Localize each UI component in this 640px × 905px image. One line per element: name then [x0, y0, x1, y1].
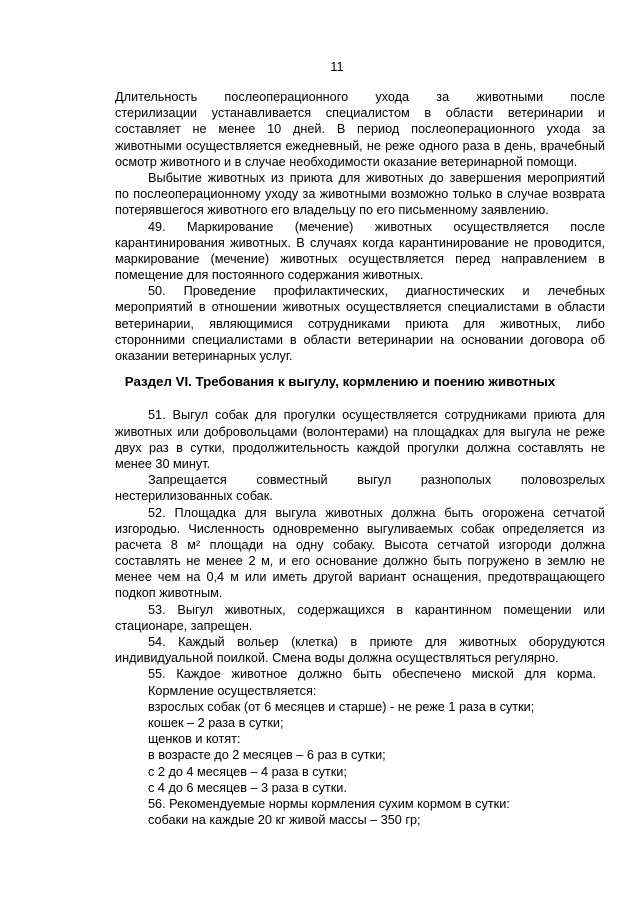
- text-line: менее 30 минут.: [115, 456, 211, 471]
- text-line: 54. Каждый вольер (клетка) в приюте для животных оборудуются: [148, 635, 605, 649]
- text-line: мероприятий в отношении животных осуществляется специалистами в области: [115, 300, 605, 315]
- feeding-list-item: с 2 до 4 месяцев – 4 раза в сутки;: [148, 764, 347, 779]
- text-line: ветеринарии, являющимися сотрудниками приюта для животных, либо: [115, 316, 605, 331]
- paragraph-withdrawal: [115, 170, 605, 219]
- feeding-list-item: в возрасте до 2 месяцев – 6 раз в сутки;: [148, 748, 386, 763]
- text-line: 53. Выгул животных, содержащихся в карантинном помещении или: [148, 602, 605, 617]
- feeding-list-item: кошек – 2 раза в сутки;: [148, 715, 284, 730]
- feeding-list-item: с 4 до 6 месяцев – 3 раза в сутки.: [148, 780, 347, 795]
- text-line: расчета 8 м² площади на одну собаку. Высота сетчатой изгороди должна: [115, 537, 605, 552]
- text-line: нестерилизованных собак.: [115, 489, 273, 504]
- text-line: помещение для постоянного содержания животных.: [115, 268, 424, 283]
- text-line: потерявшегося животного его владельцу по его письменному заявлению.: [115, 203, 549, 218]
- text-line: стерилизации устанавливается специалистом в области ветеринарии и: [115, 106, 605, 121]
- text-line: двух раз в сутки, продолжительность каждой прогулки должна составлять не: [115, 440, 605, 455]
- text-line: стационаре, запрещен.: [115, 618, 253, 633]
- feeding-list-item: взрослых собак (от 6 месяцев и старше) - не реже 1 раза в сутки;: [148, 699, 535, 714]
- text-line: сторонними специалистами в области ветеринарии на основании договора об: [115, 332, 605, 347]
- paragraph-56: [115, 796, 605, 828]
- text-line: маркирование (мечение) животных осуществляется перед направлением в: [115, 251, 605, 266]
- text-line: по послеоперационному уходу за животными возможно только в случае возврата: [115, 187, 605, 202]
- text-line: индивидуальной поилкой. Смена воды должна осуществляться регулярно.: [115, 651, 559, 666]
- text-line: осмотр животного и в случае необходимости оказание ветеринарной помощи.: [115, 154, 578, 169]
- feeding-list-intro: Кормление осуществляется:: [148, 683, 317, 698]
- text-line: менее чем на 0,4 м или иметь другой вариант оснащения, предотвращающего: [115, 570, 605, 585]
- paragraph-49: [115, 219, 605, 284]
- paragraph-54: [115, 634, 605, 666]
- feeding-list: [115, 683, 605, 796]
- page-number: 11: [330, 60, 344, 74]
- text-line: 50. Проведение профилактических, диагностических и лечебных: [148, 284, 605, 299]
- document-body: [115, 89, 605, 828]
- text-line: Выбытие животных из приюта для животных до завершения мероприятий: [148, 170, 605, 185]
- text-line: составляет не менее 10 дней. В период послеоперационного ухода за: [115, 122, 605, 137]
- feeding-list-item: щенков и котят:: [148, 732, 241, 747]
- section-heading: Раздел VI. Требования к выгулу, кормлению и поению животных: [124, 374, 556, 390]
- text-line: животных или добровольцами (волонтерами) на площадках для выгула не реже: [115, 424, 605, 439]
- text-line: оказании ветеринарных услуг.: [115, 349, 293, 363]
- text-line: Запрещается совместный выгул разнополых половозрелых: [148, 473, 605, 488]
- text-line: подкоп животным.: [115, 586, 223, 601]
- text-line: 49. Маркирование (мечение) животных осуществляется после: [148, 219, 605, 234]
- norms-item: собаки на каждые 20 кг живой массы – 350 гр;: [148, 813, 421, 828]
- text-line: карантинирования животных. В случаях когда карантинирование не проводится,: [115, 235, 605, 250]
- text-line: 52. Площадка для выгула животных должна быть огорожена сетчатой: [148, 505, 605, 520]
- paragraph-51: [115, 407, 605, 472]
- text-line: 55. Каждое животное должно быть обеспечено миской для корма.: [148, 667, 596, 682]
- paragraph-50: [115, 283, 605, 364]
- paragraph-52: [115, 505, 605, 602]
- text-line: изгородью. Численность одновременно выгуливаемых собак определяется из: [115, 521, 605, 536]
- text-line: Длительность послеоперационного ухода за животными после: [115, 90, 605, 104]
- paragraph-53: [115, 602, 605, 634]
- paragraph-walk-prohibition: [115, 472, 605, 504]
- text-line: составлять не менее 2 м, и его основание должно быть погружено в землю не: [115, 554, 605, 569]
- norms-title: 56. Рекомендуемые нормы кормления сухим кормом в сутки:: [148, 796, 510, 811]
- paragraph-55: [115, 666, 605, 682]
- text-line: 51. Выгул собак для прогулки осуществляется сотрудниками приюта для: [148, 408, 605, 423]
- text-line: животными осуществляется ежедневный, не реже одного раза в день, врачебный: [115, 138, 605, 153]
- paragraph-postoperative-care: [115, 89, 605, 170]
